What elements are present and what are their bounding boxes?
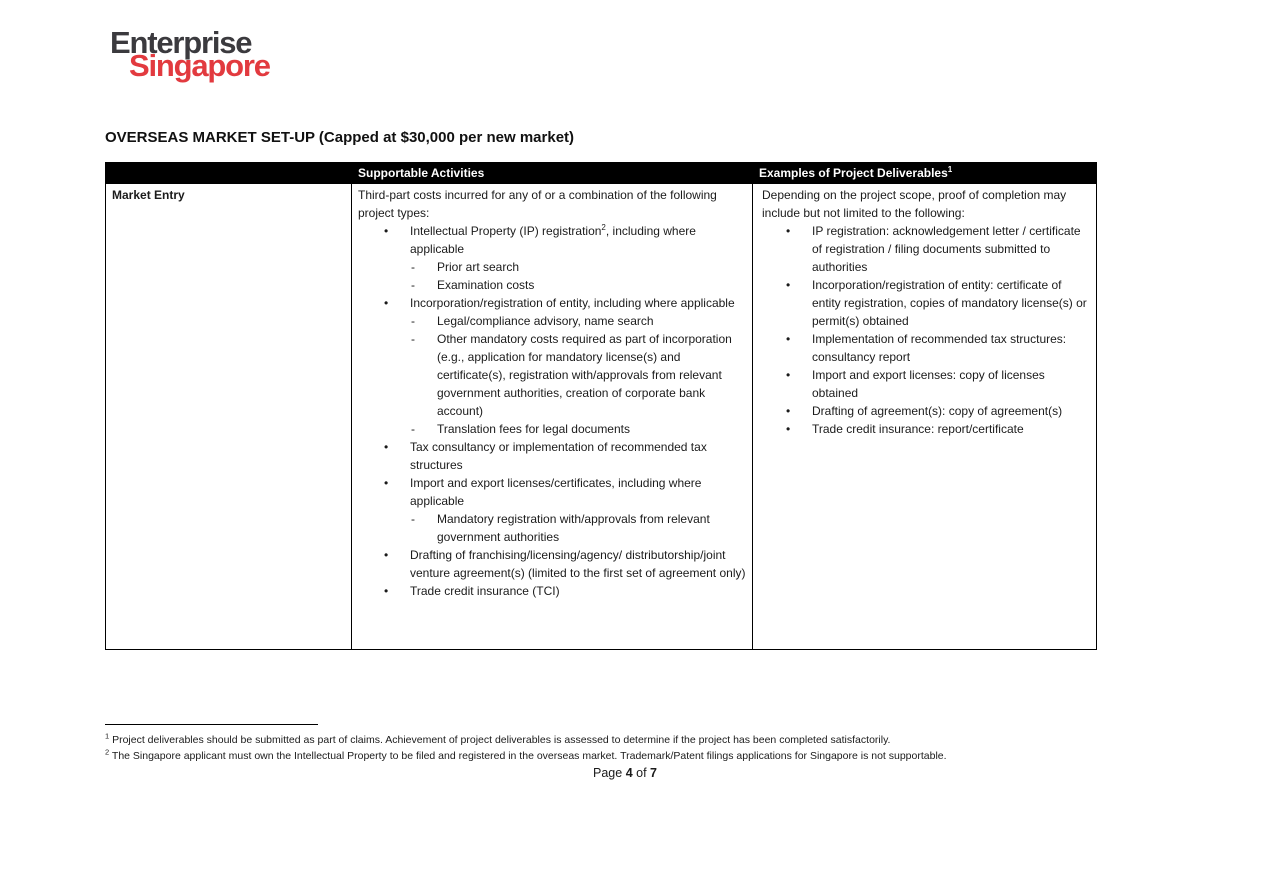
sub-bullet-text: Examination costs xyxy=(437,278,535,292)
bullet-item xyxy=(358,438,746,474)
section-title: OVERSEAS MARKET SET-UP (Capped at $30,000 per new market) xyxy=(105,129,575,146)
footnote-2: $^2$ The Singapore applicant must own the Intellectual Property to be filed and registered in the overseas market. Trademark/Patent filings applications for Singapore is not supportable. xyxy=(105,747,947,762)
bullet-text: Drafting of franchising/licensing/agency/ distributorship/joint venture agreement(s) (limited to the first set of agreement only) xyxy=(410,548,746,580)
bullet-text: Trade credit insurance (TCI) xyxy=(410,584,560,598)
footnote-marker-1: 1 xyxy=(105,731,110,741)
bullet-marker: • xyxy=(384,296,389,310)
bullet-item xyxy=(358,294,746,312)
bullet-marker: • xyxy=(384,476,389,490)
page-number xyxy=(105,766,1145,780)
footnotes-section xyxy=(105,732,1185,764)
sub-bullet-item xyxy=(358,330,746,420)
bullet-text: Incorporation/registration of entity, including where applicable xyxy=(410,296,735,310)
table-header-supportable-activities: Supportable Activities xyxy=(352,163,753,184)
bullet-text: Implementation of recommended tax structures: consultancy report xyxy=(812,332,1067,364)
dash-marker: - xyxy=(411,512,415,526)
supportable-activities-cell xyxy=(352,184,753,650)
sub-bullet-text: Translation fees for legal documents xyxy=(437,422,630,436)
bullet-item xyxy=(358,474,746,510)
dash-marker: - xyxy=(411,422,415,436)
bullet-text: Drafting of agreement(s): copy of agreement(s) xyxy=(812,404,1063,418)
dash-marker: - xyxy=(411,332,415,346)
bullet-marker: • xyxy=(384,584,389,598)
sub-bullet-item xyxy=(358,312,746,330)
bullet-item xyxy=(762,420,1090,438)
header-deliverables-text: Examples of Project Deliverables xyxy=(759,166,948,180)
sub-bullet-text: Prior art search xyxy=(437,260,520,274)
bullet-marker: • xyxy=(786,422,791,436)
table-header-empty-cell xyxy=(106,163,352,184)
sub-bullet-item xyxy=(358,258,746,276)
bullet-text: Tax consultancy or implementation of recommended tax structures xyxy=(410,440,707,472)
bullet-marker: • xyxy=(786,224,791,238)
page-number-middle: of xyxy=(632,766,651,780)
bullet-item xyxy=(358,546,746,582)
project-deliverables-cell xyxy=(753,184,1097,650)
page-number-total: 7 xyxy=(650,766,657,780)
bullet-text: Import and export licenses: copy of licenses obtained xyxy=(812,368,1045,400)
dash-marker: - xyxy=(411,260,415,274)
market-entry-row xyxy=(106,184,1097,650)
bullet-marker: • xyxy=(786,332,791,346)
sub-bullet-item xyxy=(358,276,746,294)
bullet-marker: • xyxy=(786,368,791,382)
bullet-item xyxy=(762,366,1090,402)
bullet-marker: • xyxy=(786,278,791,292)
bullet-text: Import and export licenses/certificates, including where applicable xyxy=(410,476,702,508)
dash-marker: - xyxy=(411,278,415,292)
sub-bullet-text: Legal/compliance advisory, name search xyxy=(437,314,654,328)
sub-bullet-item xyxy=(358,420,746,438)
bullet-marker: • xyxy=(384,224,389,238)
bullet-item xyxy=(762,276,1090,330)
bullet-text: Trade credit insurance: report/certificate xyxy=(812,422,1024,436)
bullet-marker: • xyxy=(786,404,791,418)
row-label-market-entry: Market Entry xyxy=(106,184,352,650)
bullet-text: Incorporation/registration of entity: certificate of entity registration, copies of mandatory license(s) or permit(s) obtained xyxy=(812,278,1087,328)
footnote-ref-2: 2 xyxy=(601,223,606,232)
page-number-current: 4 xyxy=(625,766,633,780)
logo-enterprise-text: Enterprise xyxy=(110,25,252,60)
footnote-ref-1: 1 xyxy=(947,165,953,174)
bullet-text: IP registration: acknowledgement letter / certificate of registration / filing documents submitted to authorities xyxy=(812,224,1081,274)
bullet-item xyxy=(358,222,746,258)
bullet-item xyxy=(762,222,1090,276)
bullet-marker: • xyxy=(384,548,389,562)
deliverables-intro: Depending on the project scope, proof of completion may include but not limited to the following: xyxy=(762,188,1067,220)
sub-bullet-text: Other mandatory costs required as part of incorporation (e.g., application for mandatory license(s) and certificate(s), registration with/approvals from relevant government authorities, creation of corporate bank account) xyxy=(437,332,732,418)
bullet-text: Intellectual Property (IP) registration$^2$, including where applicable xyxy=(410,223,696,256)
footnote-divider-line xyxy=(105,724,318,725)
supportable-activities-table xyxy=(105,162,1097,650)
bullet-item xyxy=(762,402,1090,420)
enterprise-singapore-logo xyxy=(110,27,270,81)
logo-singapore-text: Singapore xyxy=(129,48,270,83)
bullet-item xyxy=(358,582,746,600)
table-header-row xyxy=(106,163,1097,184)
table-header-project-deliverables xyxy=(753,163,1097,184)
dash-marker: - xyxy=(411,314,415,328)
page-number-prefix: Page xyxy=(593,766,626,780)
bullet-item xyxy=(762,330,1090,366)
sub-bullet-text: Mandatory registration with/approvals from relevant government authorities xyxy=(437,512,710,544)
footnote-marker-2: 2 xyxy=(105,747,110,757)
footnote-1: $^1$ Project deliverables should be submitted as part of claims. Achievement of project deliverables is assessed to determine if the project has been completed satisfactorily. xyxy=(105,731,891,746)
bullet-marker: • xyxy=(384,440,389,454)
sub-bullet-item xyxy=(358,510,746,546)
activities-intro: Third-part costs incurred for any of or a combination of the following project types: xyxy=(358,188,717,220)
